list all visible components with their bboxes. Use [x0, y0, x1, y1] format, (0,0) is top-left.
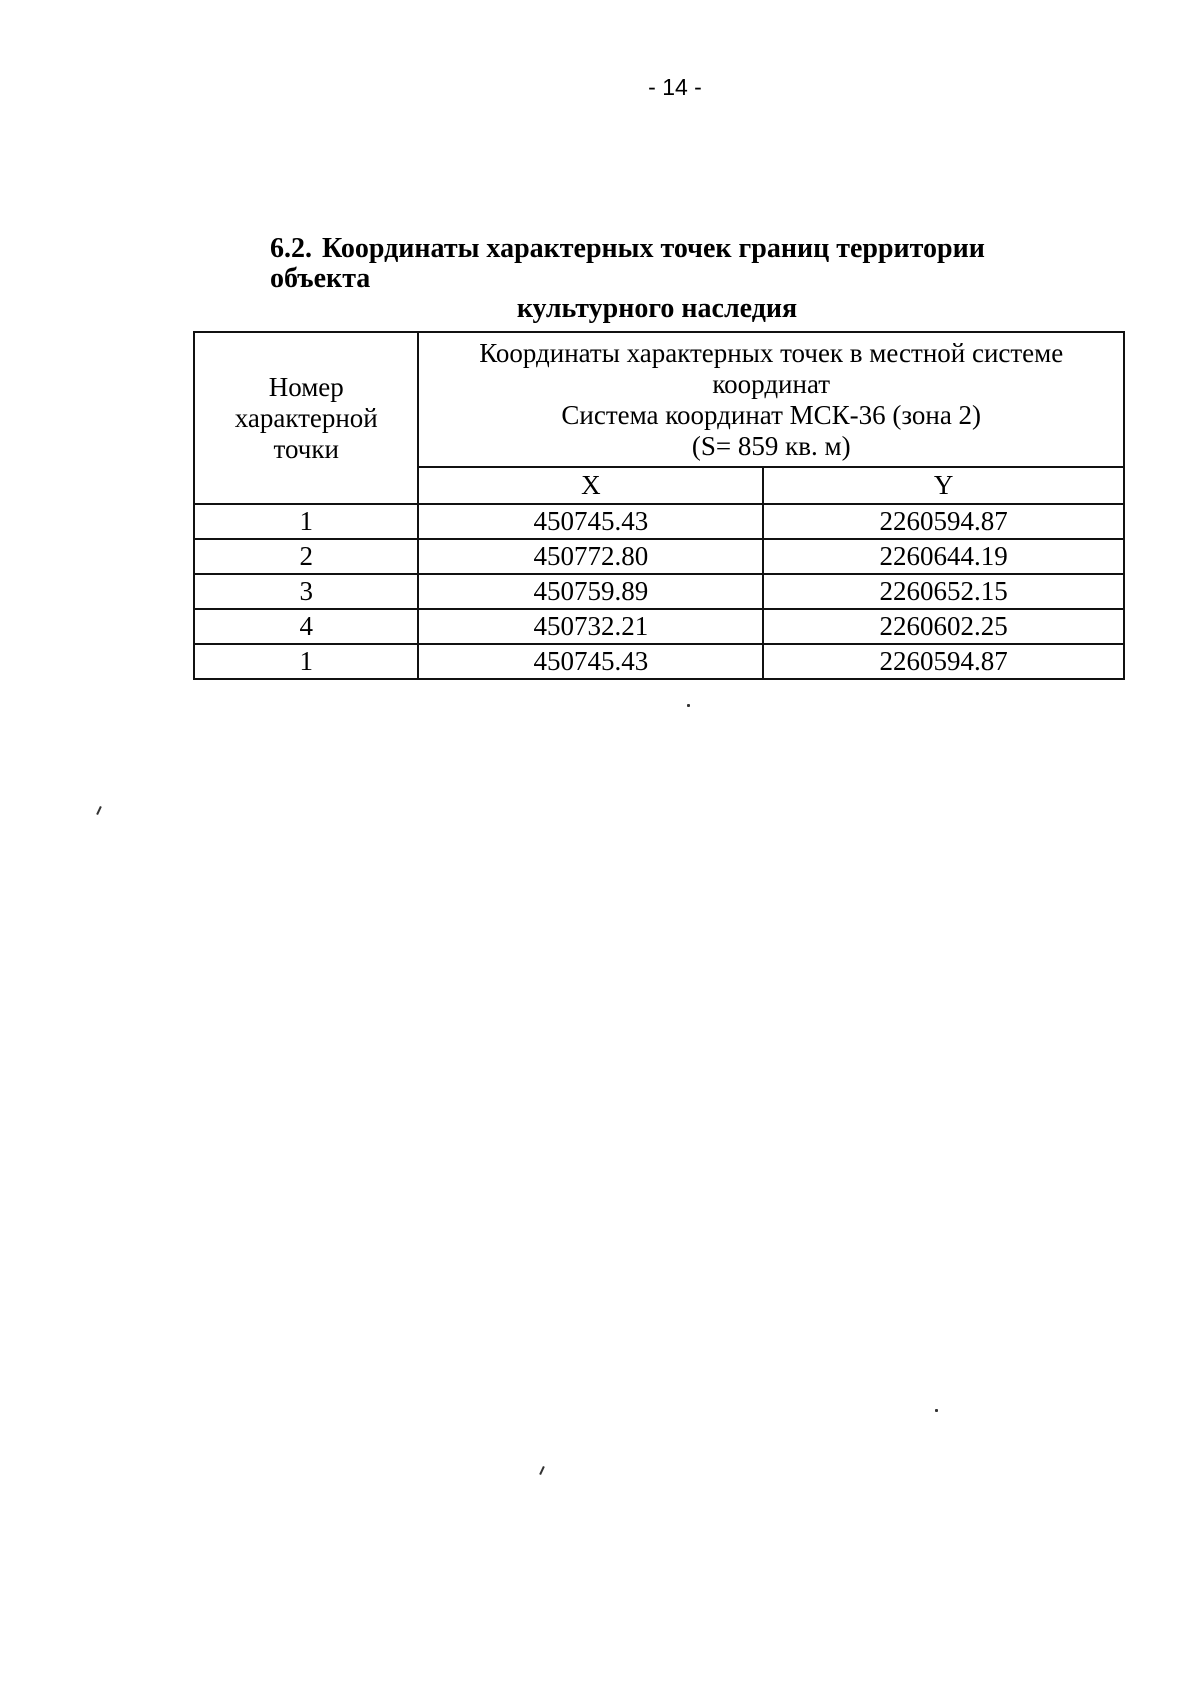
- table-header-row: [194, 332, 1124, 467]
- point-number-cell: 3: [194, 574, 418, 609]
- section-heading: [270, 234, 1042, 324]
- section-heading-line1: [270, 234, 1042, 294]
- x-cell: 450759.89: [418, 574, 763, 609]
- header-point-number-line: Номер: [268, 371, 344, 402]
- header-coordinate-system: [418, 332, 1124, 467]
- point-number-cell: 1: [194, 504, 418, 539]
- header-coordinate-system-line: Координаты характерных точек в местной системе: [479, 337, 1064, 368]
- scan-speck: [935, 1409, 938, 1412]
- y-cell: 2260594.87: [763, 644, 1124, 679]
- scan-mark: [539, 1466, 545, 1475]
- section-title-line1: Координаты характерных точек границ территории объекта: [270, 233, 985, 294]
- header-coordinate-system-line: Система координат МСК-36 (зона 2): [561, 399, 982, 430]
- section-title-line2: культурного наследия: [516, 293, 798, 324]
- header-point-number-line: точки: [273, 433, 339, 464]
- y-cell: 2260602.25: [763, 609, 1124, 644]
- table-row: [194, 574, 1124, 609]
- header-point-number: [194, 332, 418, 504]
- table-row: [194, 504, 1124, 539]
- point-number-cell: 2: [194, 539, 418, 574]
- scan-mark: [96, 806, 102, 815]
- coordinates-table: [193, 331, 1125, 680]
- y-cell: 2260652.15: [763, 574, 1124, 609]
- x-cell: 450745.43: [418, 504, 763, 539]
- table-row: [194, 539, 1124, 574]
- header-coordinate-system-line: координат: [712, 368, 831, 399]
- header-coordinate-system-line: (S= 859 кв. м): [691, 430, 851, 461]
- header-point-number-line: характерной: [234, 402, 378, 433]
- point-number-cell: 1: [194, 644, 418, 679]
- x-cell: 450772.80: [418, 539, 763, 574]
- table-row: [194, 609, 1124, 644]
- page-number: - 14 -: [648, 74, 702, 100]
- x-cell: 450745.43: [418, 644, 763, 679]
- y-cell: 2260594.87: [763, 504, 1124, 539]
- section-number: 6.2.: [270, 233, 312, 264]
- y-cell: 2260644.19: [763, 539, 1124, 574]
- point-number-cell: 4: [194, 609, 418, 644]
- scan-speck: [687, 704, 690, 707]
- header-y: Y: [763, 467, 1124, 504]
- header-x: X: [418, 467, 763, 504]
- x-cell: 450732.21: [418, 609, 763, 644]
- table-row: [194, 644, 1124, 679]
